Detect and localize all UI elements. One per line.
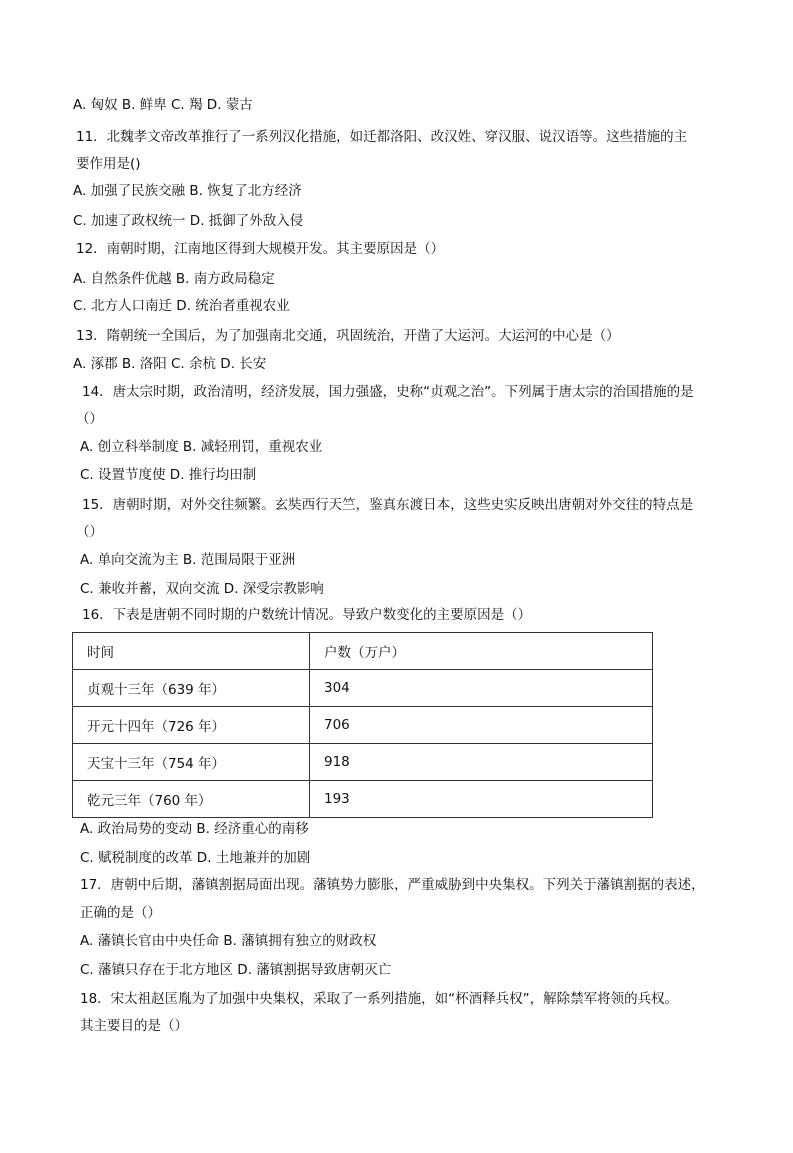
text-line: 16．下表是唐朝不同时期的户数统计情况。导致户数变化的主要原因是（） xyxy=(82,607,532,623)
table-row xyxy=(73,744,653,781)
text-line: （） xyxy=(76,411,103,427)
text-line: A. 政治局势的变动 B. 经济重心的南移 xyxy=(80,821,309,837)
text-line: 18．宋太祖赵匡胤为了加强中央集权，采取了一系列措施，如“杯酒释兵权”，解除禁军将领的兵权。 xyxy=(80,991,679,1007)
table-cell-time: 乾元三年（760 年） xyxy=(73,781,310,818)
table-cell-time: 开元十四年（726 年） xyxy=(73,707,310,744)
text-line: 15．唐朝时期，对外交往频繁。玄奘西行天竺，鉴真东渡日本，这些史实反映出唐朝对外交往的特点是 xyxy=(82,497,694,513)
text-line: C. 赋税制度的改革 D. 土地兼并的加剧 xyxy=(80,850,311,866)
table-header-households: 户数（万户） xyxy=(310,633,653,670)
table-cell-time: 贞观十三年（639 年） xyxy=(73,670,310,707)
table-header-row xyxy=(73,633,653,670)
table-cell-households: 193 xyxy=(310,781,653,818)
table-cell-time: 天宝十三年（754 年） xyxy=(73,744,310,781)
table-cell-households: 706 xyxy=(310,707,653,744)
table-cell-households: 918 xyxy=(310,744,653,781)
text-line: 14．唐太宗时期，政治清明，经济发展，国力强盛，史称“贞观之治”。下列属于唐太宗的治国措施的是 xyxy=(82,384,694,400)
text-line: A. 匈奴 B. 鲜卑 C. 羯 D. 蒙古 xyxy=(73,97,253,113)
text-line: C. 加速了政权统一 D. 抵御了外敌入侵 xyxy=(73,213,304,229)
table-header-time: 时间 xyxy=(73,633,310,670)
text-line: 正确的是（） xyxy=(80,905,161,921)
text-line: A. 创立科举制度 B. 减轻刑罚，重视农业 xyxy=(80,439,323,455)
text-line: （） xyxy=(76,524,103,540)
text-line: 13．隋朝统一全国后，为了加强南北交通，巩固统治，开凿了大运河。大运河的中心是（） xyxy=(76,328,620,344)
table-cell-households: 304 xyxy=(310,670,653,707)
text-line: A. 加强了民族交融 B. 恢复了北方经济 xyxy=(73,183,302,199)
text-line: A. 藩镇长官由中央任命 B. 藩镇拥有独立的财政权 xyxy=(80,933,377,949)
text-line: 11．北魏孝文帝改革推行了一系列汉化措施，如迁都洛阳、改汉姓、穿汉服、说汉语等。这些措施的主 xyxy=(76,129,688,145)
text-line: C. 北方人口南迁 D. 统治者重视农业 xyxy=(73,298,290,314)
text-line: C. 兼收并蓄，双向交流 D. 深受宗教影响 xyxy=(80,581,324,597)
text-line: C. 藩镇只存在于北方地区 D. 藩镇割据导致唐朝灭亡 xyxy=(80,962,392,978)
text-line: 要作用是() xyxy=(76,156,141,172)
household-table xyxy=(72,632,653,818)
text-line: 12．南朝时期，江南地区得到大规模开发。其主要原因是（） xyxy=(76,241,445,257)
text-line: A. 单向交流为主 B. 范围局限于亚洲 xyxy=(80,552,296,568)
table-row xyxy=(73,670,653,707)
text-line: 其主要目的是（） xyxy=(80,1018,188,1034)
table-row xyxy=(73,707,653,744)
text-line: C. 设置节度使 D. 推行均田制 xyxy=(80,467,257,483)
text-line: 17．唐朝中后期，藩镇割据局面出现。藩镇势力膨胀，严重威胁到中央集权。下列关于藩镇割据的表述， xyxy=(80,877,705,893)
text-line: A. 自然条件优越 B. 南方政局稳定 xyxy=(73,271,275,287)
table-row xyxy=(73,781,653,818)
text-line: A. 涿郡 B. 洛阳 C. 余杭 D. 长安 xyxy=(73,356,267,372)
